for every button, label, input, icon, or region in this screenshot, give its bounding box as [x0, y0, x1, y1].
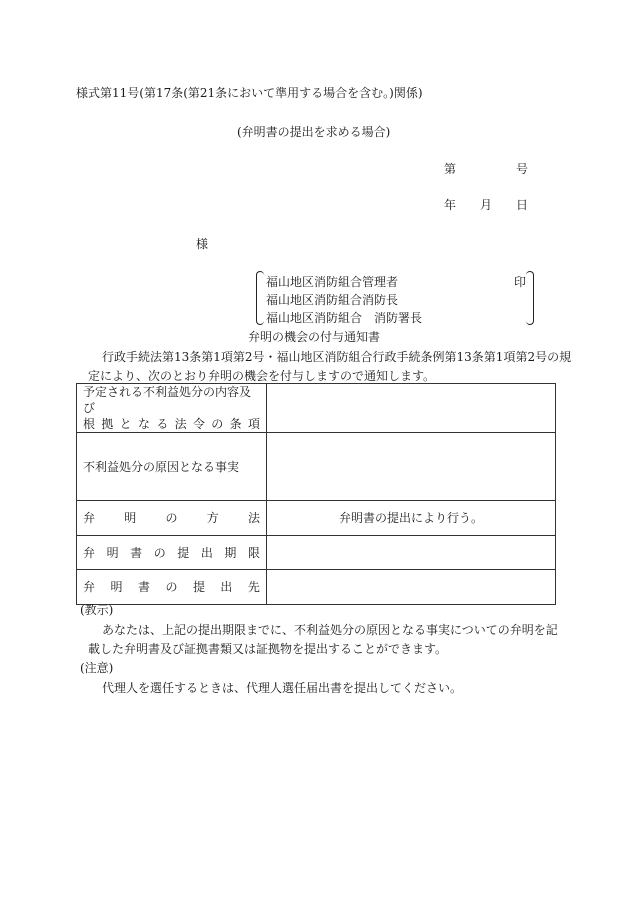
label-char: 期 [224, 545, 237, 560]
grounds-value [267, 384, 556, 433]
subtitle: (弁明書の提出を求める場合) [237, 125, 391, 139]
label-char: の [153, 545, 166, 560]
label-char: 書 [137, 580, 150, 594]
destination-value [267, 570, 556, 605]
grounds-label-line1: 予定される不利益処分の内容及び [83, 385, 252, 415]
label-char: 弁 [83, 545, 96, 560]
issuer-station-chief: 福山地区消防組合 消防署長 [266, 311, 423, 325]
cause-label: 不利益処分の原因となる事実 [77, 433, 267, 501]
label-char: の [211, 417, 224, 431]
label-char: 方 [206, 511, 219, 525]
destination-label-chars [83, 579, 260, 595]
issuer-administrator: 福山地区消防組合管理者 [266, 275, 399, 289]
label-char: る [156, 417, 169, 431]
label-char: 条 [229, 417, 242, 431]
label-char: 弁 [83, 511, 96, 525]
issuer-fire-chief: 福山地区消防組合消防長 [266, 293, 399, 307]
label-char: の [165, 511, 178, 525]
addressee-suffix: 様 [196, 237, 209, 251]
table-row [77, 501, 556, 536]
number-go: 号 [516, 162, 529, 176]
intro-line-2: 定により、次のとおり弁明の機会を付与しますので通知します。 [88, 369, 436, 383]
label-char: 明 [124, 511, 137, 525]
grounds-label-line2 [83, 416, 260, 432]
label-char: 法 [247, 511, 260, 525]
table-row [77, 384, 556, 433]
issuer-bracket-left [256, 271, 264, 325]
table-row [77, 536, 556, 570]
issuer-bracket-right [526, 271, 534, 325]
note-text: 代理人を選任するときは、代理人選任届出書を提出してください。 [102, 681, 463, 695]
label-char: 書 [130, 545, 143, 560]
grounds-label [77, 384, 267, 433]
deadline-label-chars [83, 545, 260, 561]
instruction-line-2: 載した弁明書及び証拠書類又は証拠物を提出することができます。 [88, 642, 448, 656]
deadline-label [77, 536, 267, 570]
table-row [77, 433, 556, 501]
intro-line-1: 行政手続法第13条第1項第2号・福山地区消防組合行政手続条例第13条第1項第2号の規 [102, 350, 572, 364]
table-row [77, 570, 556, 605]
date-month: 月 [480, 198, 493, 212]
note-heading: (注意) [80, 661, 114, 675]
destination-label [77, 570, 267, 605]
method-label-chars [83, 510, 260, 526]
instruction-line-1: あなたは、上記の提出期限までに、不利益処分の原因となる事実についての弁明を記 [102, 623, 558, 637]
label-char: 提 [177, 545, 190, 560]
label-char: 出 [200, 545, 213, 560]
number-dai: 第 [444, 162, 457, 176]
label-char: 項 [247, 417, 260, 431]
form-header: 様式第11号(第17条(第21条において準用する場合を含む。)関係) [76, 86, 423, 100]
label-char: 提 [192, 580, 205, 594]
method-label [77, 501, 267, 536]
label-char: 法 [174, 417, 187, 431]
date-year: 年 [444, 198, 457, 212]
label-char: の [165, 580, 178, 594]
instruction-heading: (教示) [80, 603, 114, 617]
method-value: 弁明書の提出により行う。 [267, 501, 556, 536]
notice-title: 弁明の機会の付与通知書 [248, 330, 381, 344]
deadline-value [267, 536, 556, 570]
label-char: な [137, 417, 150, 431]
label-char: 拠 [101, 417, 114, 431]
label-char: 限 [247, 545, 260, 560]
label-char: 弁 [83, 580, 96, 594]
date-day: 日 [516, 198, 529, 212]
label-char: 先 [247, 580, 260, 594]
cause-value [267, 433, 556, 501]
label-char: 明 [106, 545, 119, 560]
notice-table [76, 383, 556, 605]
label-char: 令 [192, 417, 205, 431]
label-char: と [119, 417, 132, 431]
label-char: 根 [83, 417, 96, 431]
label-char: 明 [110, 580, 123, 594]
seal-mark: 印 [514, 275, 527, 289]
label-char: 出 [220, 580, 233, 594]
